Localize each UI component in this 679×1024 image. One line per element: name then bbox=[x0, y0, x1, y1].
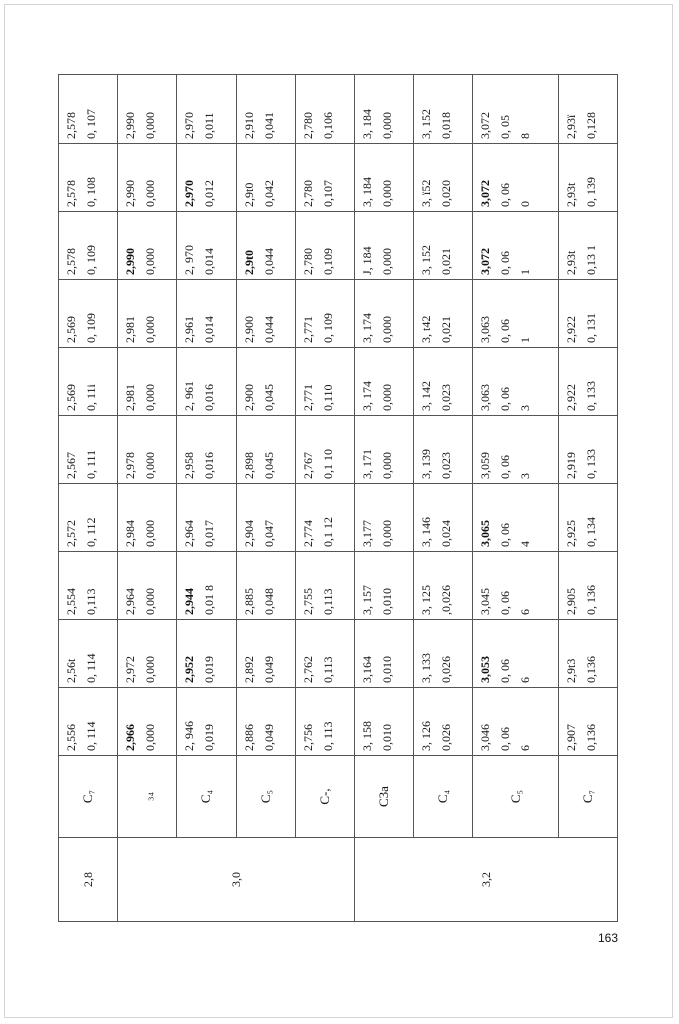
value-cell bbox=[558, 75, 617, 144]
primary-value: 3,164 bbox=[359, 656, 374, 683]
rotated-table-wrapper bbox=[58, 75, 618, 922]
value-cell bbox=[59, 212, 118, 280]
secondary-value: 0,045 bbox=[261, 452, 276, 479]
value-cell bbox=[118, 620, 177, 688]
primary-value: 2,572 bbox=[64, 520, 78, 547]
value-cell bbox=[414, 348, 473, 416]
secondary-value: 0,000 bbox=[379, 248, 394, 275]
primary-value: 2,780 bbox=[300, 180, 315, 207]
primary-value: 2,907 bbox=[563, 724, 578, 751]
secondary-value: 0,042 bbox=[261, 180, 276, 207]
secondary-value: 0, 107 bbox=[84, 109, 98, 139]
value-cell bbox=[473, 348, 558, 416]
secondary-value: 0,024 bbox=[439, 520, 454, 547]
secondary-value: 0, 139 bbox=[583, 177, 598, 207]
primary-value: 2,905 bbox=[563, 588, 578, 615]
secondary-value: 0, 06 6 bbox=[498, 591, 533, 615]
secondary-value: 0,000 bbox=[143, 248, 158, 275]
row-label-cell: C₅ bbox=[473, 756, 558, 838]
value-cell bbox=[354, 212, 413, 280]
secondary-value: 0,020 bbox=[439, 180, 454, 207]
primary-value: 3,072 bbox=[478, 180, 493, 207]
value-cell bbox=[414, 280, 473, 348]
primary-value: 2,910 bbox=[241, 112, 256, 139]
value-cell bbox=[354, 75, 413, 144]
secondary-value: 0, 131 bbox=[583, 313, 598, 343]
value-cell bbox=[354, 416, 413, 484]
secondary-value: 0,017 bbox=[202, 520, 217, 547]
primary-value: 2,958 bbox=[182, 452, 197, 479]
value-cell bbox=[177, 212, 236, 280]
primary-value: 3, 184 bbox=[359, 109, 374, 139]
table-row bbox=[177, 75, 236, 922]
value-cell bbox=[59, 280, 118, 348]
value-cell bbox=[354, 620, 413, 688]
secondary-value: 0,1 12 bbox=[320, 517, 335, 547]
primary-value: 2,762 bbox=[300, 656, 315, 683]
row-label-cell: C-, bbox=[295, 756, 354, 838]
value-cell bbox=[354, 348, 413, 416]
primary-value: 2,780 bbox=[300, 112, 315, 139]
primary-value: 2,774 bbox=[300, 520, 315, 547]
secondary-value: 0,000 bbox=[143, 656, 158, 683]
secondary-value: 0,000 bbox=[379, 384, 394, 411]
value-cell bbox=[118, 688, 177, 756]
primary-value: 2,952 bbox=[182, 656, 197, 683]
value-cell bbox=[59, 484, 118, 552]
secondary-value: 0,045 bbox=[261, 384, 276, 411]
secondary-value: 0, 114 bbox=[84, 721, 98, 751]
data-table bbox=[58, 74, 618, 922]
primary-value: 2,756 bbox=[300, 724, 315, 751]
secondary-value: 0, 111 bbox=[84, 449, 98, 479]
secondary-value: 0, 108 bbox=[84, 177, 98, 207]
secondary-value: 0, 133 bbox=[583, 449, 598, 479]
secondary-value: 0,010 bbox=[379, 588, 394, 615]
secondary-value: 0, 06 6 bbox=[498, 659, 533, 683]
row-label-cell: ₃₄ bbox=[118, 756, 177, 838]
value-cell bbox=[354, 484, 413, 552]
secondary-value: 0,01 8 bbox=[202, 585, 217, 615]
value-cell bbox=[558, 144, 617, 212]
primary-value: 2,990 bbox=[123, 112, 138, 139]
value-cell bbox=[177, 552, 236, 620]
secondary-value: 0, 109 bbox=[320, 313, 335, 343]
value-cell bbox=[414, 212, 473, 280]
primary-value: 3, 157 bbox=[359, 585, 374, 615]
secondary-value: 0,128 bbox=[583, 112, 598, 139]
primary-value: 2,886 bbox=[241, 724, 256, 751]
primary-value: 2,981 bbox=[123, 384, 138, 411]
value-cell bbox=[118, 552, 177, 620]
secondary-value: 0,023 bbox=[439, 384, 454, 411]
primary-value: 2,925 bbox=[563, 520, 578, 547]
value-cell bbox=[414, 484, 473, 552]
value-cell bbox=[236, 688, 295, 756]
primary-value: 2, 970 bbox=[182, 245, 197, 275]
value-cell bbox=[473, 75, 558, 144]
value-cell bbox=[59, 620, 118, 688]
value-cell bbox=[177, 620, 236, 688]
value-cell bbox=[295, 688, 354, 756]
secondary-value: 0,000 bbox=[143, 588, 158, 615]
table-row bbox=[473, 75, 558, 922]
value-cell bbox=[177, 348, 236, 416]
value-cell bbox=[295, 212, 354, 280]
secondary-value: 0,049 bbox=[261, 656, 276, 683]
value-cell bbox=[236, 280, 295, 348]
value-cell bbox=[177, 484, 236, 552]
primary-value: 2,981 bbox=[123, 316, 138, 343]
secondary-value: 0,023 bbox=[439, 452, 454, 479]
value-cell bbox=[295, 280, 354, 348]
primary-value: 2,569 bbox=[64, 384, 78, 411]
table-row bbox=[118, 75, 177, 922]
primary-value: 3, t42 bbox=[419, 315, 434, 343]
secondary-value: 0, 109 bbox=[84, 245, 98, 275]
value-cell bbox=[236, 552, 295, 620]
primary-value: 2,885 bbox=[241, 588, 256, 615]
primary-value: 2,9t3 bbox=[563, 658, 578, 683]
primary-value: 3,065 bbox=[478, 520, 493, 547]
primary-value: 3, 133 bbox=[419, 653, 434, 683]
primary-value: 2,970 bbox=[182, 112, 197, 139]
value-cell bbox=[354, 688, 413, 756]
value-cell bbox=[558, 348, 617, 416]
secondary-value: 0,018 bbox=[439, 112, 454, 139]
value-cell bbox=[177, 688, 236, 756]
secondary-value: 0, 11i bbox=[84, 384, 98, 411]
primary-value: 2,966 bbox=[123, 724, 138, 751]
secondary-value: 0,014 bbox=[202, 316, 217, 343]
secondary-value: 0, 136 bbox=[583, 585, 598, 615]
page-number: 163 bbox=[598, 931, 619, 945]
primary-value: 2,900 bbox=[241, 316, 256, 343]
secondary-value: 0,010 bbox=[379, 656, 394, 683]
value-cell bbox=[414, 75, 473, 144]
value-cell bbox=[236, 212, 295, 280]
primary-value: 3, 146 bbox=[419, 517, 434, 547]
secondary-value: 0,047 bbox=[261, 520, 276, 547]
primary-value: 2,990 bbox=[123, 180, 138, 207]
secondary-value: 0,012 bbox=[202, 180, 217, 207]
value-cell bbox=[59, 688, 118, 756]
secondary-value: 0,014 bbox=[202, 248, 217, 275]
value-cell bbox=[414, 144, 473, 212]
primary-value: 2,898 bbox=[241, 452, 256, 479]
secondary-value: 0,113 bbox=[320, 588, 335, 615]
row-label-cell: C₄ bbox=[414, 756, 473, 838]
value-cell bbox=[118, 75, 177, 144]
table-row bbox=[558, 75, 617, 922]
secondary-value: 0,026 bbox=[439, 724, 454, 751]
row-label-cell: C₇ bbox=[59, 756, 118, 838]
table-row bbox=[59, 75, 118, 922]
secondary-value: 0, 112 bbox=[84, 517, 98, 547]
primary-value: 3,063 bbox=[478, 316, 493, 343]
secondary-value: 0,016 bbox=[202, 452, 217, 479]
primary-value: 2,567 bbox=[64, 452, 78, 479]
primary-value: 2,961 bbox=[182, 316, 197, 343]
secondary-value: 0,109 bbox=[320, 248, 335, 275]
primary-value: 3, ï52 bbox=[419, 179, 434, 207]
value-cell bbox=[473, 484, 558, 552]
primary-value: 2,755 bbox=[300, 588, 315, 615]
secondary-value: 0, 109 bbox=[84, 313, 98, 343]
primary-value: 2,970 bbox=[182, 180, 197, 207]
value-cell bbox=[177, 75, 236, 144]
secondary-value: 0, 06 6 bbox=[498, 727, 533, 751]
secondary-value: 0,13 1 bbox=[583, 245, 598, 275]
secondary-value: 0,044 bbox=[261, 248, 276, 275]
primary-value: 2,767 bbox=[300, 452, 315, 479]
primary-value: 3,053 bbox=[478, 656, 493, 683]
value-cell bbox=[558, 484, 617, 552]
secondary-value: 0, 05 8 bbox=[498, 115, 533, 139]
value-cell bbox=[295, 348, 354, 416]
primary-value: 3,072 bbox=[478, 248, 493, 275]
primary-value: 2, 961 bbox=[182, 381, 197, 411]
primary-value: 3,063 bbox=[478, 384, 493, 411]
value-cell bbox=[118, 416, 177, 484]
value-cell bbox=[295, 75, 354, 144]
secondary-value: 0,000 bbox=[143, 520, 158, 547]
secondary-value: 0,016 bbox=[202, 384, 217, 411]
primary-value: 3, 158 bbox=[359, 721, 374, 751]
value-cell bbox=[414, 416, 473, 484]
secondary-value: 0,019 bbox=[202, 724, 217, 751]
primary-value: 3, 152 bbox=[419, 245, 434, 275]
value-cell bbox=[236, 348, 295, 416]
value-cell bbox=[414, 688, 473, 756]
value-cell bbox=[236, 144, 295, 212]
secondary-value: 0, 133 bbox=[583, 381, 598, 411]
secondary-value: 0,049 bbox=[261, 724, 276, 751]
secondary-value: 0,000 bbox=[143, 316, 158, 343]
value-cell bbox=[295, 416, 354, 484]
secondary-value: 0,113 bbox=[320, 656, 335, 683]
secondary-value: 0,000 bbox=[379, 316, 394, 343]
secondary-value: 0,000 bbox=[143, 112, 158, 139]
primary-value: 2,978 bbox=[123, 452, 138, 479]
secondary-value: 0,106 bbox=[320, 112, 335, 139]
primary-value: 2,93t bbox=[563, 182, 578, 207]
primary-value: 2,990 bbox=[123, 248, 138, 275]
value-cell bbox=[177, 280, 236, 348]
secondary-value: 0,136 bbox=[583, 656, 598, 683]
value-cell bbox=[414, 552, 473, 620]
value-cell bbox=[118, 280, 177, 348]
value-cell bbox=[59, 416, 118, 484]
secondary-value: 0,000 bbox=[143, 384, 158, 411]
secondary-value: 0,000 bbox=[379, 520, 394, 547]
value-cell bbox=[295, 484, 354, 552]
value-cell bbox=[354, 144, 413, 212]
value-cell bbox=[473, 280, 558, 348]
value-cell bbox=[295, 552, 354, 620]
primary-value: 3,177 bbox=[359, 520, 374, 547]
primary-value: 2,922 bbox=[563, 316, 578, 343]
secondary-value: 0,000 bbox=[143, 180, 158, 207]
secondary-value: 0,048 bbox=[261, 588, 276, 615]
value-cell bbox=[177, 416, 236, 484]
secondary-value: 0,000 bbox=[379, 452, 394, 479]
secondary-value: 0,011 bbox=[202, 112, 217, 139]
value-cell bbox=[473, 416, 558, 484]
primary-value: 2,944 bbox=[182, 588, 197, 615]
primary-value: 3, 184 bbox=[359, 177, 374, 207]
primary-value: 3,046 bbox=[478, 724, 493, 751]
secondary-value: 0,113 bbox=[84, 588, 98, 615]
value-cell bbox=[473, 144, 558, 212]
value-cell bbox=[558, 280, 617, 348]
secondary-value: 0,021 bbox=[439, 248, 454, 275]
value-cell bbox=[558, 688, 617, 756]
value-cell bbox=[558, 620, 617, 688]
primary-value: 2,922 bbox=[563, 384, 578, 411]
row-label-cell: C₅ bbox=[236, 756, 295, 838]
value-cell bbox=[558, 552, 617, 620]
secondary-value: 0,1 10 bbox=[320, 449, 335, 479]
secondary-value: 0,000 bbox=[143, 452, 158, 479]
primary-value: 3, 174 bbox=[359, 381, 374, 411]
secondary-value: 0, 113 bbox=[320, 721, 335, 751]
value-cell bbox=[118, 348, 177, 416]
value-cell bbox=[354, 552, 413, 620]
table-row bbox=[236, 75, 295, 922]
primary-value: 2,578 bbox=[64, 248, 78, 275]
row-label-cell: C₇ bbox=[558, 756, 617, 838]
primary-value: J, 184 bbox=[359, 246, 374, 275]
value-cell bbox=[236, 416, 295, 484]
value-cell bbox=[295, 144, 354, 212]
primary-value: 2,569 bbox=[64, 316, 78, 343]
primary-value: 2,972 bbox=[123, 656, 138, 683]
secondary-value: 0,136 bbox=[583, 724, 598, 751]
group-header-cell: 2,8 bbox=[59, 838, 118, 922]
primary-value: 2,556 bbox=[64, 724, 78, 751]
value-cell bbox=[236, 484, 295, 552]
primary-value: 2,919 bbox=[563, 452, 578, 479]
primary-value: 3,059 bbox=[478, 452, 493, 479]
secondary-value: 0, 06 3 bbox=[498, 387, 533, 411]
secondary-value: 0,000 bbox=[379, 112, 394, 139]
primary-value: 3,072 bbox=[478, 112, 493, 139]
value-cell bbox=[59, 75, 118, 144]
value-cell bbox=[414, 620, 473, 688]
secondary-value: 0,021 bbox=[439, 316, 454, 343]
value-cell bbox=[236, 620, 295, 688]
value-cell bbox=[354, 280, 413, 348]
value-cell bbox=[236, 75, 295, 144]
value-cell bbox=[473, 552, 558, 620]
primary-value: 2,904 bbox=[241, 520, 256, 547]
primary-value: 2,578 bbox=[64, 112, 78, 139]
primary-value: 2,892 bbox=[241, 656, 256, 683]
value-cell bbox=[118, 144, 177, 212]
secondary-value: 0, 134 bbox=[583, 517, 598, 547]
primary-value: 3, 126 bbox=[419, 721, 434, 751]
primary-value: 2,93ї bbox=[563, 114, 578, 139]
secondary-value: 0, 06 1 bbox=[498, 319, 533, 343]
secondary-value: ,0,026 bbox=[439, 585, 454, 615]
primary-value: 2,900 bbox=[241, 384, 256, 411]
primary-value: 2,554 bbox=[64, 588, 78, 615]
primary-value: 2,780 bbox=[300, 248, 315, 275]
primary-value: 3, 125 bbox=[419, 585, 434, 615]
table-row bbox=[414, 75, 473, 922]
group-header-cell: 3,0 bbox=[118, 838, 355, 922]
primary-value: 2,578 bbox=[64, 180, 78, 207]
secondary-value: 0,041 bbox=[261, 112, 276, 139]
primary-value: 3, 142 bbox=[419, 381, 434, 411]
secondary-value: 0,110 bbox=[320, 384, 335, 411]
secondary-value: 0,000 bbox=[143, 724, 158, 751]
value-cell bbox=[118, 484, 177, 552]
primary-value: 2,984 bbox=[123, 520, 138, 547]
secondary-value: 0,000 bbox=[379, 180, 394, 207]
secondary-value: 0, 06 0 bbox=[498, 183, 533, 207]
primary-value: 2,93t bbox=[563, 250, 578, 275]
table-row bbox=[295, 75, 354, 922]
row-label-cell: C3a bbox=[354, 756, 413, 838]
secondary-value: 0,019 bbox=[202, 656, 217, 683]
primary-value: 3,045 bbox=[478, 588, 493, 615]
value-cell bbox=[177, 144, 236, 212]
primary-value: 3, 139 bbox=[419, 449, 434, 479]
primary-value: 2,964 bbox=[123, 588, 138, 615]
value-cell bbox=[295, 620, 354, 688]
value-cell bbox=[473, 212, 558, 280]
secondary-value: 0, 114 bbox=[84, 653, 98, 683]
primary-value: 2,9t0 bbox=[241, 250, 256, 275]
secondary-value: 0,044 bbox=[261, 316, 276, 343]
primary-value: 3, 152 bbox=[419, 109, 434, 139]
primary-value: 2, 946 bbox=[182, 721, 197, 751]
value-cell bbox=[59, 144, 118, 212]
secondary-value: 0,026 bbox=[439, 656, 454, 683]
primary-value: 2,9t0 bbox=[241, 182, 256, 207]
value-cell bbox=[558, 212, 617, 280]
secondary-value: 0,107 bbox=[320, 180, 335, 207]
primary-value: 2,771 bbox=[300, 316, 315, 343]
primary-value: 2,964 bbox=[182, 520, 197, 547]
primary-value: 3, 171 bbox=[359, 449, 374, 479]
value-cell bbox=[473, 688, 558, 756]
value-cell bbox=[59, 348, 118, 416]
table-row bbox=[354, 75, 413, 922]
row-label-cell: C₄ bbox=[177, 756, 236, 838]
secondary-value: 0,010 bbox=[379, 724, 394, 751]
value-cell bbox=[473, 620, 558, 688]
primary-value: 2,771 bbox=[300, 384, 315, 411]
primary-value: 2,56t bbox=[64, 658, 78, 683]
group-header-cell: 3,2 bbox=[354, 838, 617, 922]
value-cell bbox=[118, 212, 177, 280]
value-cell bbox=[558, 416, 617, 484]
primary-value: 3, 174 bbox=[359, 313, 374, 343]
secondary-value: 0, 06 4 bbox=[498, 523, 533, 547]
secondary-value: 0, 06 1 bbox=[498, 251, 533, 275]
secondary-value: 0, 06 3 bbox=[498, 455, 533, 479]
value-cell bbox=[59, 552, 118, 620]
